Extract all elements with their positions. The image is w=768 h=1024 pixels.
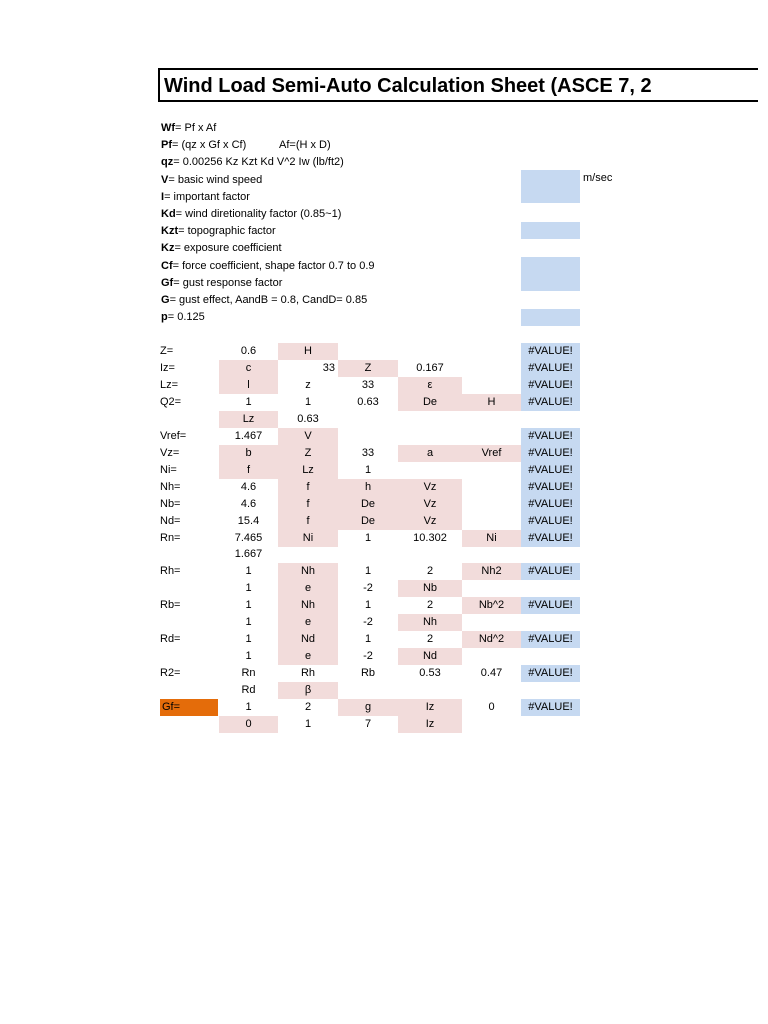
- table-cell[interactable]: De: [338, 496, 398, 513]
- table-cell[interactable]: 10.302: [413, 531, 447, 544]
- table-cell[interactable]: b: [219, 445, 278, 462]
- row-label[interactable]: Iz=: [160, 361, 175, 374]
- result-cell[interactable]: #VALUE!: [521, 428, 580, 445]
- table-cell[interactable]: 1: [364, 565, 372, 578]
- table-cell[interactable]: 0.63: [297, 412, 319, 425]
- table-cell[interactable]: 1: [364, 633, 372, 646]
- table-cell[interactable]: Nd: [398, 648, 462, 665]
- table-cell[interactable]: Rd: [241, 684, 256, 696]
- result-cell[interactable]: #VALUE!: [521, 563, 580, 580]
- table-cell[interactable]: Nb: [398, 580, 462, 597]
- table-cell[interactable]: 1: [364, 599, 372, 612]
- table-cell[interactable]: Lz: [278, 462, 338, 479]
- table-cell[interactable]: 1: [245, 582, 252, 595]
- table-cell[interactable]: e: [278, 614, 338, 631]
- table-cell[interactable]: Rb: [360, 667, 376, 679]
- result-cell[interactable]: #VALUE!: [521, 462, 580, 479]
- table-cell[interactable]: Nd^2: [462, 631, 521, 648]
- table-cell[interactable]: 0.6: [240, 345, 257, 357]
- result-cell[interactable]: #VALUE!: [521, 513, 580, 530]
- table-cell[interactable]: Z: [338, 360, 398, 377]
- table-cell[interactable]: Nh: [398, 614, 462, 631]
- table-cell[interactable]: 2: [426, 599, 434, 612]
- result-cell[interactable]: #VALUE!: [521, 699, 580, 716]
- table-cell[interactable]: e: [278, 648, 338, 665]
- table-cell[interactable]: 1: [245, 633, 252, 646]
- table-cell[interactable]: l: [219, 377, 278, 394]
- row-label[interactable]: Gf=: [160, 699, 218, 716]
- definition-g: G= gust effect, AandB = 0.8, CandD= 0.85: [161, 293, 368, 306]
- definition-gf: Gf= gust response factor: [161, 276, 283, 289]
- definition-qz: qz= 0.00256 Kz Kzt Kd V^2 Iw (lb/ft2): [161, 156, 344, 169]
- result-cell[interactable]: #VALUE!: [521, 377, 580, 394]
- table-cell[interactable]: 1.467: [234, 429, 263, 442]
- table-cell[interactable]: Ni: [278, 530, 338, 547]
- table-cell[interactable]: 1: [245, 616, 252, 629]
- definition-i: I= important factor: [161, 190, 250, 203]
- table-cell[interactable]: Nd: [278, 631, 338, 648]
- row-label[interactable]: R2=: [160, 667, 181, 679]
- table-cell[interactable]: 33: [361, 446, 375, 459]
- row-label[interactable]: Nb=: [160, 497, 181, 510]
- row-label[interactable]: Vz=: [160, 446, 180, 459]
- result-cell[interactable]: #VALUE!: [521, 665, 580, 682]
- row-label[interactable]: Z=: [160, 345, 174, 357]
- table-cell[interactable]: 7: [364, 717, 372, 730]
- table-cell[interactable]: Vref: [462, 445, 521, 462]
- table-cell[interactable]: f: [278, 496, 338, 513]
- table-cell[interactable]: 0.167: [416, 361, 444, 374]
- row-label[interactable]: Rh=: [160, 565, 181, 578]
- row-label[interactable]: Vref=: [160, 429, 187, 442]
- result-cell[interactable]: #VALUE!: [521, 394, 580, 411]
- table-cell[interactable]: Rn: [241, 667, 256, 679]
- table-cell[interactable]: 33: [322, 361, 335, 374]
- table-cell[interactable]: Vz: [398, 496, 462, 513]
- table-cell[interactable]: 1.667: [234, 548, 263, 561]
- row-label[interactable]: Q2=: [160, 395, 182, 408]
- table-cell[interactable]: Z: [278, 445, 338, 462]
- definition-kz: Kz= exposure coefficient: [161, 242, 282, 255]
- row-label[interactable]: Lz=: [160, 378, 179, 391]
- result-cell[interactable]: #VALUE!: [521, 631, 580, 648]
- table-cell[interactable]: -2: [363, 616, 373, 629]
- table-cell[interactable]: De: [338, 513, 398, 530]
- table-cell[interactable]: Lz: [219, 411, 278, 428]
- row-label[interactable]: Rd=: [160, 633, 181, 646]
- row-label[interactable]: Ni=: [160, 463, 177, 476]
- row-label[interactable]: Nd=: [160, 514, 181, 527]
- table-cell[interactable]: 15.4: [237, 514, 260, 527]
- table-cell[interactable]: 0.63: [357, 395, 379, 408]
- definition-af: Af=(H x D): [279, 139, 331, 152]
- row-label[interactable]: Rn=: [160, 531, 181, 544]
- table-cell[interactable]: Vz: [398, 479, 462, 496]
- definition-p: p= 0.125: [161, 311, 205, 324]
- table-cell[interactable]: 1: [304, 717, 312, 730]
- result-cell[interactable]: #VALUE!: [521, 496, 580, 513]
- table-cell[interactable]: 1: [245, 599, 252, 612]
- result-cell[interactable]: #VALUE!: [521, 479, 580, 496]
- table-cell[interactable]: z: [305, 378, 311, 391]
- definition-cf: Cf= force coefficient, shape factor 0.7 to 0.9: [161, 259, 375, 272]
- definition-kzt: Kzt= topographic factor: [161, 225, 276, 238]
- table-cell[interactable]: g: [338, 699, 398, 716]
- table-cell[interactable]: -2: [363, 650, 373, 663]
- table-cell[interactable]: 1: [245, 701, 252, 713]
- definition-pf: Pf= (qz x Gf x Cf) Af=(H x D): [161, 137, 375, 154]
- table-cell[interactable]: 0.47: [480, 667, 503, 679]
- table-cell[interactable]: 1: [245, 395, 252, 408]
- table-cell[interactable]: f: [219, 462, 278, 479]
- table-cell[interactable]: f: [278, 513, 338, 530]
- table-cell[interactable]: h: [338, 479, 398, 496]
- table-cell[interactable]: 33: [361, 378, 375, 391]
- table-cell[interactable]: Iz: [398, 716, 462, 733]
- result-cell[interactable]: #VALUE!: [521, 360, 580, 377]
- sheet-title-text: Wind Load Semi-Auto Calculation Sheet (ASCE 7, 2: [164, 75, 652, 97]
- row-label[interactable]: Rb=: [160, 599, 181, 612]
- table-cell[interactable]: 1: [245, 650, 252, 663]
- table-cell[interactable]: 2: [426, 565, 434, 578]
- table-cell[interactable]: -2: [363, 582, 373, 595]
- result-cell[interactable]: #VALUE!: [521, 530, 580, 547]
- table-cell[interactable]: β: [278, 682, 338, 699]
- row-label[interactable]: Nh=: [160, 480, 181, 493]
- table-cell[interactable]: Nh: [278, 597, 338, 614]
- table-cell[interactable]: De: [398, 394, 462, 411]
- table-cell[interactable]: Rh: [300, 667, 316, 679]
- table-cell[interactable]: ε: [398, 377, 462, 394]
- unit-label: m/sec: [583, 172, 613, 184]
- table-cell[interactable]: Nh: [278, 563, 338, 580]
- table-cell[interactable]: a: [398, 445, 462, 462]
- table-cell[interactable]: V: [278, 428, 338, 445]
- result-cell[interactable]: #VALUE!: [521, 343, 580, 360]
- table-cell[interactable]: Nh2: [462, 563, 521, 580]
- table-cell[interactable]: Iz: [398, 699, 462, 716]
- table-cell[interactable]: 0: [488, 701, 495, 713]
- table-cell[interactable]: H: [462, 394, 521, 411]
- table-cell[interactable]: e: [278, 580, 338, 597]
- table-cell[interactable]: 4.6: [240, 480, 257, 493]
- table-cell[interactable]: H: [278, 343, 338, 360]
- definition-v: V= basic wind speed: [161, 173, 263, 186]
- table-cell[interactable]: Ni: [462, 530, 521, 547]
- table-cell[interactable]: f: [278, 479, 338, 496]
- table-cell[interactable]: 1: [304, 395, 312, 408]
- table-cell[interactable]: 1: [364, 531, 372, 544]
- table-cell[interactable]: 1: [245, 565, 252, 578]
- definition-kd: Kd= wind diretionality factor (0.85~1): [161, 207, 342, 220]
- table-cell[interactable]: 2: [304, 701, 312, 713]
- table-cell[interactable]: 1: [364, 463, 372, 476]
- table-cell[interactable]: 0: [219, 716, 278, 733]
- table-cell[interactable]: Vz: [398, 513, 462, 530]
- table-cell[interactable]: 2: [426, 633, 434, 646]
- table-cell[interactable]: c: [219, 360, 278, 377]
- table-cell[interactable]: Nb^2: [462, 597, 521, 614]
- definition-wf: Wf= Pf x Af: [161, 122, 217, 134]
- table-cell[interactable]: 7.465: [234, 531, 263, 544]
- table-cell[interactable]: 4.6: [240, 497, 257, 510]
- result-cell[interactable]: #VALUE!: [521, 445, 580, 462]
- result-cell[interactable]: #VALUE!: [521, 597, 580, 614]
- table-cell[interactable]: 0.53: [419, 667, 441, 679]
